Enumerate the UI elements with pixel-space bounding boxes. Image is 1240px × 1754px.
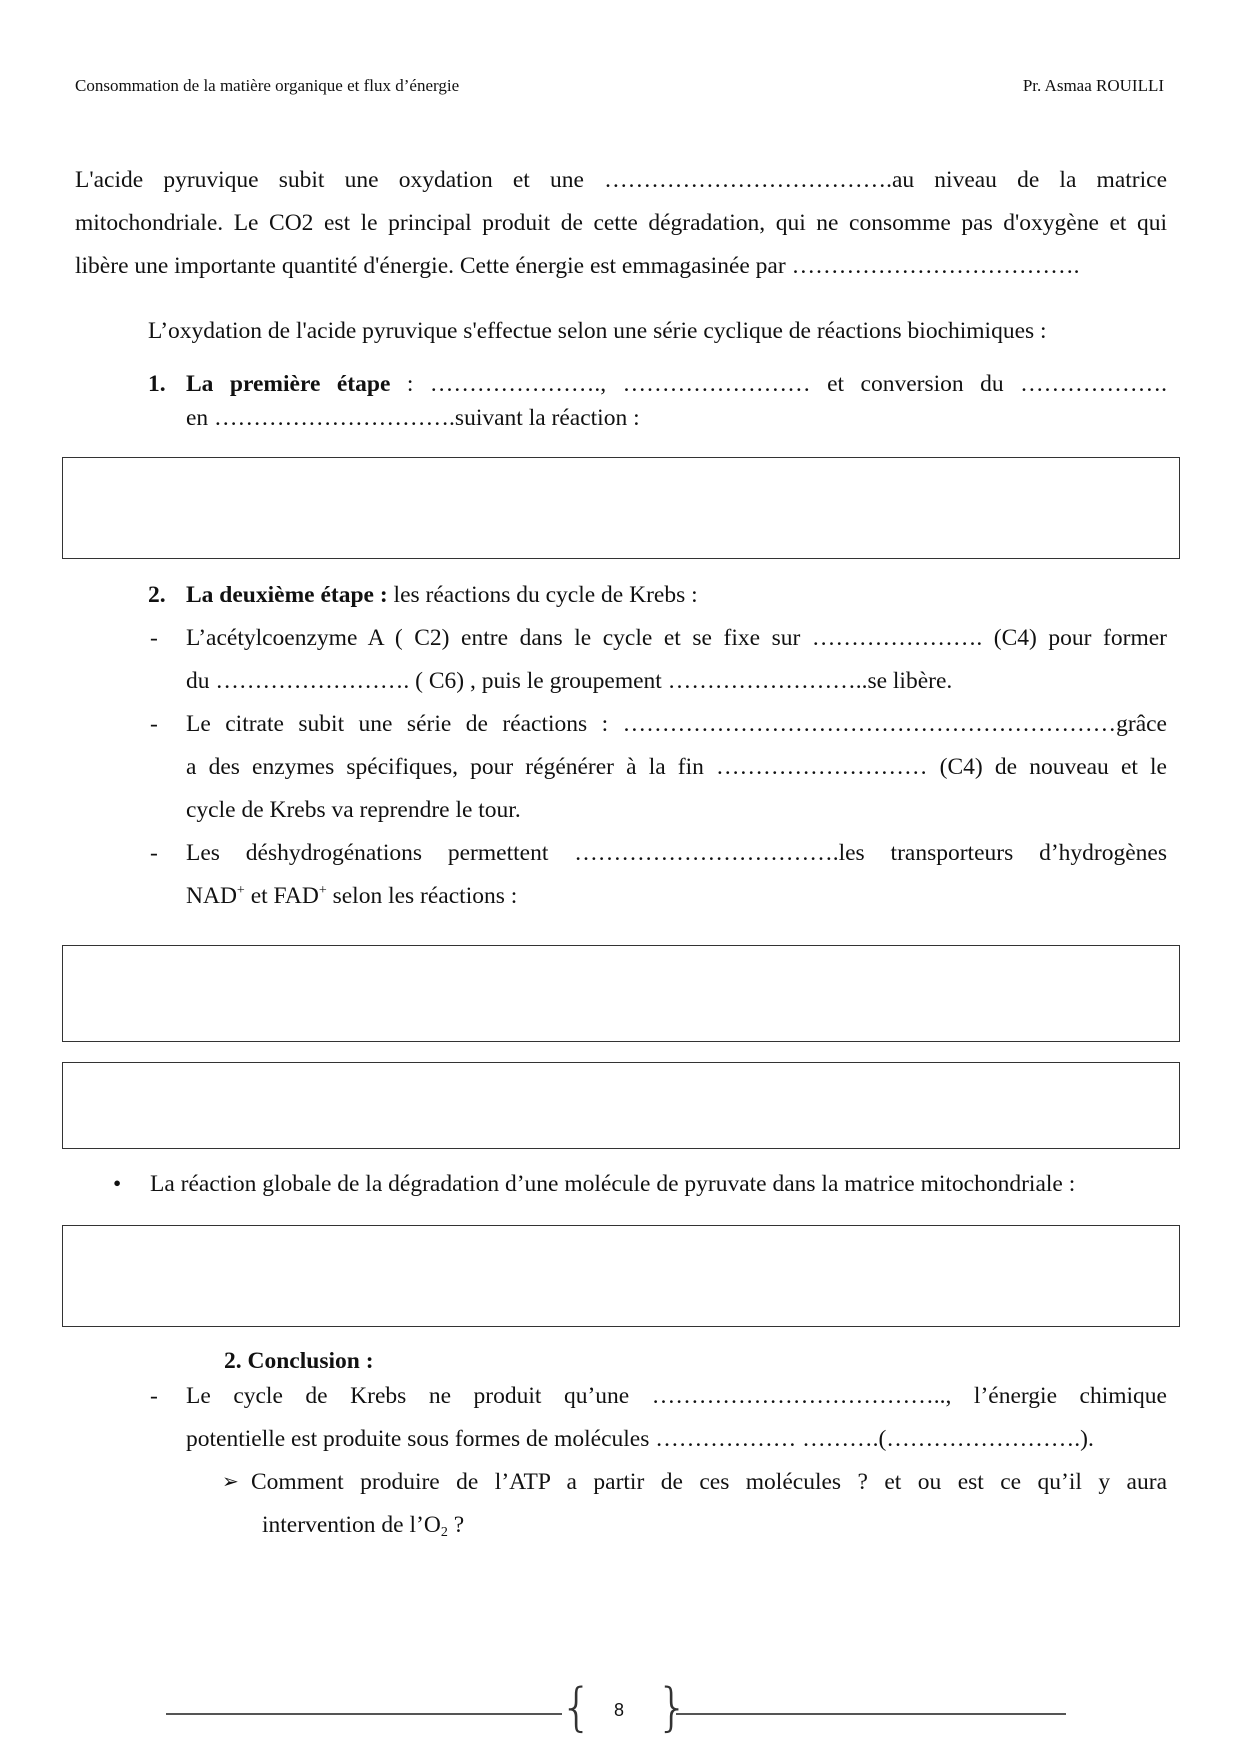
answer-box-reaction-1[interactable] xyxy=(62,457,1180,559)
fad-plus: + xyxy=(318,883,327,898)
step2-title-line xyxy=(186,574,698,617)
conclusion-num: 2. xyxy=(224,1348,242,1374)
answer-box-reaction-nad[interactable] xyxy=(62,945,1180,1042)
step2-heading xyxy=(148,574,166,617)
step1-title: La première étape xyxy=(186,371,391,397)
step2-b1-line-2: du ……………………. ( C6) , puis le groupement ……………………..se libère. xyxy=(186,668,953,694)
step1-num: 1. xyxy=(148,371,166,397)
step2-b2-line-3: cycle de Krebs va reprendre le tour. xyxy=(186,797,521,823)
answer-box-reaction-fad[interactable] xyxy=(62,1062,1180,1149)
step1-line-1-rest: : …………………., …………………… et conversion du ………………. xyxy=(390,371,1167,397)
step2-title: La deuxième étape : xyxy=(186,582,388,608)
footer-brace-left-icon: { xyxy=(560,1678,594,1738)
header-course-title: Consommation de la matière organique et flux d’énergie xyxy=(75,76,460,95)
step2-num: 2. xyxy=(148,582,166,608)
arrow-bullet-icon: ➢ xyxy=(222,1471,239,1493)
bullet-dash-3: - xyxy=(150,840,158,866)
intro-line-3 xyxy=(75,245,1079,288)
step2-b3-line-1: Les déshydrogénations permettent …………………………….les transporteurs d’hydrogènes xyxy=(186,840,1167,866)
conclusion-line-1: Le cycle de Krebs ne produit qu’une ……………………………….., l’énergie chimique xyxy=(186,1383,1167,1409)
nad-plus: + xyxy=(236,883,245,898)
step2-b3-line-2 xyxy=(186,875,517,918)
intro-line-2: mitochondriale. Le CO2 est le principal produit de cette dégradation, qui ne consomme pas d'oxygène et qui xyxy=(75,210,1167,236)
nad-label: NAD xyxy=(186,883,237,909)
question-line-2-text: intervention de l’O xyxy=(262,1512,441,1538)
bullet-dash-2: - xyxy=(150,711,158,737)
global-bullet: • xyxy=(113,1171,122,1197)
question-mark: ? xyxy=(447,1512,465,1538)
footer-rule-right xyxy=(676,1713,1066,1715)
step1-line-2: en ………………………….suivant la réaction : xyxy=(186,405,640,431)
question-line-1: Comment produire de l’ATP a partir de ces molécules ? et ou est ce qu’il y aura xyxy=(251,1469,1167,1495)
intro-line-3-text: libère une importante quantité d'énergie. Cette énergie est emmagasinée par ………………………………. xyxy=(75,253,1080,279)
question-line-2 xyxy=(262,1504,464,1547)
footer-rule-left xyxy=(166,1713,562,1715)
header-author: Pr. Asmaa ROUILLI xyxy=(1022,76,1164,95)
step2-b3-end: selon les réactions : xyxy=(326,883,518,909)
answer-box-global-reaction[interactable] xyxy=(62,1225,1180,1327)
conclusion-dash: - xyxy=(150,1383,158,1409)
global-reaction-text: La réaction globale de la dégradation d’une molécule de pyruvate dans la matrice mitochondriale : xyxy=(150,1171,1076,1197)
bullet-dash-1: - xyxy=(150,625,158,651)
conclusion-line-2: potentielle est produite sous formes de molécules ……………… ……….(…………………….). xyxy=(186,1426,1094,1452)
step1-number xyxy=(148,363,166,406)
cycle-intro: L’oxydation de l'acide pyruvique s'effectue selon une série cyclique de réactions biochimiques : xyxy=(148,318,1047,344)
step2-b2-line-1: Le citrate subit une série de réactions : ………………………………………………………grâce xyxy=(186,711,1167,737)
step2-title-rest: les réactions du cycle de Krebs : xyxy=(387,582,698,608)
o2-subscript: 2 xyxy=(440,1525,448,1540)
step2-b1-line-1: L’acétylcoenzyme A ( C2) entre dans le cycle et se fixe sur …………………. (C4) pour former xyxy=(186,625,1167,651)
page-number: 8 xyxy=(613,1700,624,1720)
fad-label: et FAD xyxy=(244,883,319,909)
footer-brace-right-icon: } xyxy=(656,1678,690,1738)
conclusion-title: Conclusion : xyxy=(247,1348,374,1374)
intro-line-1: L'acide pyruvique subit une oxydation et une ……………………………….au niveau de la matrice xyxy=(75,167,1167,193)
step2-b2-line-2: a des enzymes spécifiques, pour régénérer à la fin ……………………… (C4) de nouveau et le xyxy=(186,754,1167,780)
